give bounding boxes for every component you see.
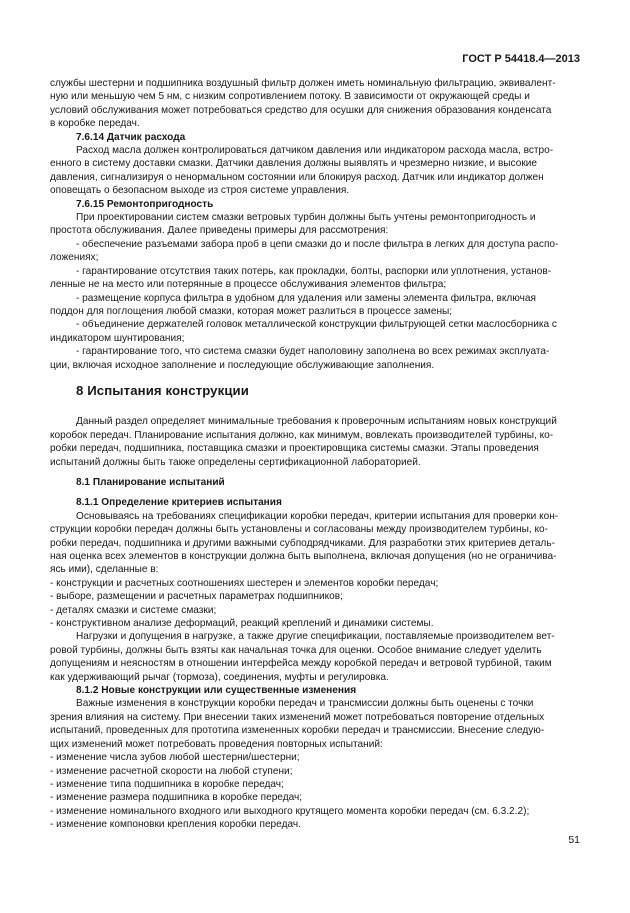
text-line: зрения влияния на систему. При внесении таких изменений может потребоваться повторение отдельных [50, 711, 545, 723]
text-line: Данный раздел определяет минимальные требования к проверочным испытаниям новых конструкций [76, 416, 557, 428]
list-item-line: - размещение корпуса фильтра в удобном для удаления или замены элемента фильтра, включая [76, 292, 536, 304]
text-line: робки передач, подшипника, поставщика смазки и проектировщика системы смазки. Этапы проведения [50, 443, 539, 455]
list-item-line: - гарантирование отсутствия таких потерь, как прокладки, болты, распорки или уплотнения, установ- [76, 265, 552, 277]
section-heading-8-1: 8.1 Планирование испытаний [76, 476, 225, 488]
list-item-line: - изменение номинального входного или выходного крутящего момента коробки передач (см. 6.3.2.2); [50, 805, 530, 817]
list-item-line: - гарантирование того, что система смазки будет наполовину заполнена во всех режимах эксплуата- [76, 346, 550, 358]
page-number: 51 [568, 834, 580, 846]
text-line: ная оценка всех элементов в конструкции должна быть выполнена, включая допущения (но не ограничива- [50, 551, 557, 562]
list-item-line: - выборе, размещении и расчетных параметрах подшипников; [50, 591, 343, 603]
section-heading-8-1-2: 8.1.2 Новые конструкции или существенные изменения [76, 685, 357, 697]
text-line: струкции коробки передач должны быть установлены и согласованы между производителем турбины, ко- [50, 524, 548, 536]
text-line: ную или меньшую чем 5 нм, с низким сопротивлением потоку. В зависимости от окружающей среды и [50, 91, 530, 103]
list-item-line: - изменение расчетной скорости на любой ступени; [50, 765, 293, 777]
list-item-line: ленные не на место или потерянные в процессе обслуживания элементов фильтра; [50, 279, 447, 291]
text-line: Основываясь на требованиях спецификации коробки передач, критерии испытания для проверки кон- [76, 510, 559, 522]
text-line: простота обслуживания. Далее приведены примеры для рассмотрения: [50, 225, 389, 237]
document-id-header: ГОСТ Р 54418.4—2013 [462, 53, 580, 65]
document-body [50, 77, 581, 832]
list-item-line: - изменение компоновки крепления коробки передач. [50, 819, 301, 831]
text-line: ровой турбины, должны быть взяты как начальная точка для оценки. Особое внимание следует уделить [50, 644, 542, 656]
list-item-line: ции, включая исходное заполнение и последующие обслуживающие заполнения. [50, 359, 435, 371]
list-item-line: - изменение типа подшипника в коробке передач; [50, 778, 284, 790]
text-line: робки передач, подшипника и другими важными субподрядчиками. Для разработки этих критериев деталь- [50, 537, 555, 549]
text-line: Важные изменения в конструкции коробки передач и трансмиссии должны быть оценены с точки [76, 698, 534, 710]
spacer [50, 489, 581, 496]
list-item-line: - объединение держателей головок металлической конструкции фильтрующей сетки маслосборника с [76, 319, 557, 331]
list-item-line: - изменение размера подшипника в коробке передач; [50, 792, 303, 804]
text-line: оповещать о безопасном выходе из строя системе управления. [50, 185, 350, 197]
text-line: допущениям и неясностям в отношении интерфейса между коробкой передач и ветровой турбиной, таким [50, 658, 552, 670]
text-line: При проектировании систем смазки ветровых турбин должны быть учтены ремонтопригодность и [76, 212, 536, 224]
list-item-line: - конструктивном анализе деформаций, реакций креплений и динамики системы. [50, 618, 434, 630]
section-heading-8: 8 Испытания конструкции [76, 382, 249, 398]
list-item-line: - обеспечение разъемами забора проб в цепи смазки до и после фильтра в легких для доступа распо- [76, 238, 559, 250]
section-heading-7-6-14: 7.6.14 Датчик расхода [76, 131, 186, 143]
spacer [50, 469, 581, 476]
text-line: Расход масла должен контролироваться датчиком давления или индикатором расхода масла, встро- [76, 145, 554, 157]
text-line: испытаний, проведенных для прототипа измененных коробки передач и трансмиссии. Внесение следую- [50, 725, 545, 737]
text-line: Нагрузки и допущения в нагрузке, а также другие спецификации, поставляемые производителем вет- [76, 631, 555, 643]
text-line: енного в систему доставки смазки. Датчики давления должны выявлять и чрезмерно низкие, и высокие [50, 158, 538, 170]
text-line: в коробке передач. [50, 118, 140, 130]
section-heading-8-1-1: 8.1.1 Определение критериев испытания [76, 497, 282, 509]
text-line: давления, сигнализируя о ненормальном состоянии или блокируя расход. Датчик или индикатор должен [50, 171, 544, 183]
list-item-line: индикатором шунтирования; [50, 332, 185, 344]
list-item-line: - конструкции и расчетных соотношениях шестерен и элементов коробки передач; [50, 577, 439, 589]
text-line: испытаний должны быть также определены сертификационной лабораторией. [50, 456, 421, 468]
list-item-line: - изменение числа зубов любой шестерни/шестерни; [50, 752, 300, 764]
list-item-line: поддон для поглощения любой смазки, которая может разлиться в процессе замены; [50, 305, 453, 317]
list-item-line: ложениях; [50, 252, 99, 264]
text-line: как удерживающий рычаг (тормоза), соединения, муфты и регулировка. [50, 671, 389, 683]
text-line: условий обслуживания может потребоваться средство для осушки для снижения образования конденсата [50, 104, 552, 116]
section-heading-7-6-15: 7.6.15 Ремонтопригодность [76, 198, 214, 210]
text-line: коробок передач. Планирование испытания должно, как минимум, вовлекать производителей турбины, ко- [50, 429, 554, 441]
list-item-line: - деталях смазки и системе смазки; [50, 604, 217, 616]
text-line: ясь ими), сделанные в: [50, 564, 159, 576]
text-line: службы шестерни и подшипника воздушный фильтр должен иметь номинальную фильтрацию, эквивалент- [50, 78, 556, 89]
text-line: щих изменений может потребовать проведения повторных испытаний: [50, 738, 383, 750]
